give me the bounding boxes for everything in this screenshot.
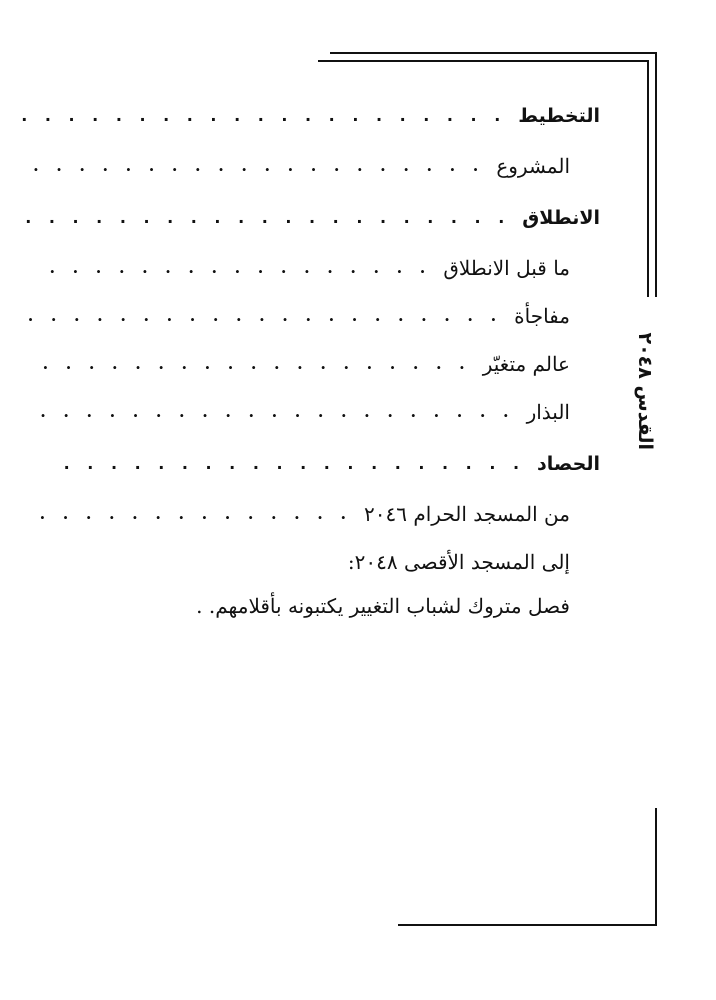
toc-leader-dots: . . . . . . . . . . . . . .	[39, 504, 353, 523]
toc-entry	[40, 392, 570, 432]
frame-top-inner-line	[318, 60, 648, 62]
toc-leader-dots: . . . . . . . . . . . . . . . . . . . . .	[25, 208, 511, 227]
frame-top-outer-line	[330, 52, 657, 54]
frame-bottom-line	[398, 924, 657, 926]
toc-entry-label: فصل متروك لشباب التغيير يكتبونه بأقلامهم. .	[196, 594, 570, 618]
toc-entry	[25, 198, 600, 238]
toc-entry	[63, 444, 600, 484]
toc-leader-dots: . . . . . . . . . . . . . . . . . . . .	[63, 454, 526, 473]
toc-entry	[27, 296, 570, 336]
frame-right-inner-line	[647, 60, 649, 297]
toc-leader-dots: . . . . . . . . . . . . . . . . . . . . .	[21, 106, 507, 125]
toc-entry-label: ما قبل الانطلاق	[443, 256, 570, 280]
toc-entry	[49, 248, 570, 288]
toc-entry	[39, 494, 570, 534]
book-title-vertical: القدس ٢٠٤٨	[634, 332, 656, 450]
toc-leader-dots: . . . . . . . . . . . . . . . . . . .	[42, 354, 471, 373]
toc-entry-label: الانطلاق	[522, 206, 600, 229]
toc-leader-dots: . . . . . . . . . . . . . . . . .	[49, 258, 432, 277]
frame-bottom-right-line	[655, 808, 657, 926]
toc-entry-label: المشروع	[496, 154, 570, 178]
toc-entry	[42, 344, 570, 384]
toc-entry-label: البذار	[526, 400, 570, 424]
toc-entry-label: التخطيط	[518, 104, 600, 127]
toc-leader-dots: . . . . . . . . . . . . . . . . . . . . .	[40, 402, 515, 421]
toc-entry	[21, 96, 600, 136]
toc-entry-label: إلى المسجد الأقصى ٢٠٤٨:	[347, 550, 570, 574]
toc-entry	[170, 542, 570, 582]
toc-entry-label: عالم متغيّر	[482, 352, 570, 376]
toc-entry-label: مفاجأة	[514, 304, 570, 328]
toc-leader-dots: . . . . . . . . . . . . . . . . . . . .	[33, 156, 485, 175]
toc-entry	[170, 586, 570, 626]
toc-leader-dots: . . . . . . . . . . . . . . . . . . . . .	[27, 306, 503, 325]
toc-entry-label: من المسجد الحرام ٢٠٤٦	[364, 502, 570, 526]
toc-entry-label: الحصاد	[537, 452, 600, 475]
toc-entry	[33, 146, 570, 186]
frame-right-outer-line	[655, 52, 657, 297]
